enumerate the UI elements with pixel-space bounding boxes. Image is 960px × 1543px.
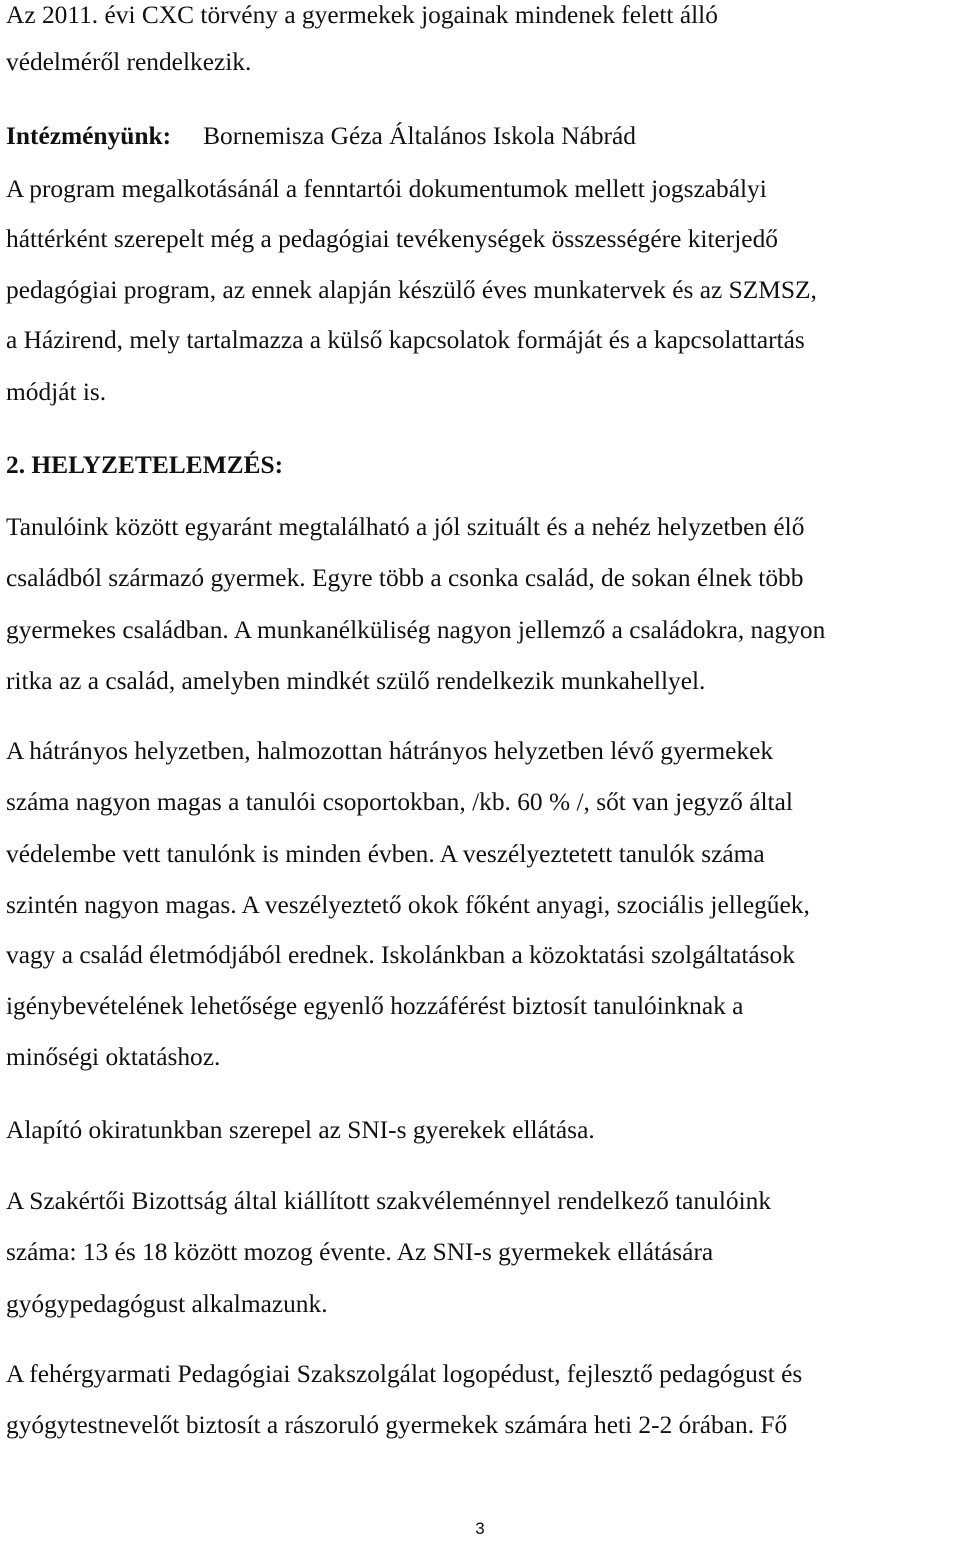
paragraph-2-line: minőségi oktatáshoz. (6, 1043, 221, 1071)
intro-line-2: védelméről rendelkezik. (6, 48, 252, 76)
paragraph-2-line: igénybevételének lehetősége egyenlő hozzáférést biztosít tanulóinknak a (6, 992, 744, 1020)
paragraph-4-line: száma: 13 és 18 között mozog évente. Az SNI-s gyermekek ellátására (6, 1238, 714, 1266)
paragraph-2-line: A hátrányos helyzetben, halmozottan hátrányos helyzetben lévő gyermekek (6, 737, 774, 765)
paragraph-5-line: A fehérgyarmati Pedagógiai Szakszolgálat logopédust, fejlesztő pedagógust és (6, 1360, 803, 1388)
paragraph-3-line: Alapító okiratunkban szerepel az SNI-s gyerekek ellátása. (6, 1116, 595, 1144)
paragraph-1-line: gyermekes családban. A munkanélküliség nagyon jellemző a családokra, nagyon (6, 616, 826, 644)
intro-line-1: Az 2011. évi CXC törvény a gyermekek jogainak mindenek felett álló (6, 1, 718, 29)
paragraph-1-line: Tanulóink között egyaránt megtalálható a jól szituált és a nehéz helyzetben élő (6, 513, 805, 541)
paragraph-1-line: családból származó gyermek. Egyre több a csonka család, de sokan élnek több (6, 564, 804, 592)
paragraph-4-line: gyógypedagógust alkalmazunk. (6, 1290, 328, 1318)
institution-label: Intézményünk: (6, 122, 172, 150)
page-number: 3 (475, 1519, 485, 1538)
program-paragraph-line: A program megalkotásánál a fenntartói dokumentumok mellett jogszabályi (6, 175, 767, 203)
program-paragraph-line: módját is. (6, 378, 107, 406)
program-paragraph-line: a Házirend, mely tartalmazza a külső kapcsolatok formáját és a kapcsolattartás (6, 326, 805, 354)
institution-name: Bornemisza Géza Általános Iskola Nábrád (203, 122, 636, 150)
paragraph-1-line: ritka az a család, amelyben mindkét szülő rendelkezik munkahellyel. (6, 667, 706, 695)
institution-line (6, 121, 636, 151)
paragraph-4-line: A Szakértői Bizottság által kiállított szakvéleménnyel rendelkező tanulóink (6, 1187, 772, 1215)
program-paragraph-line: pedagógiai program, az ennek alapján készülő éves munkatervek és az SZMSZ, (6, 276, 817, 304)
paragraph-2-line: száma nagyon magas a tanulói csoportokban, /kb. 60 % /, sőt van jegyző által (6, 788, 793, 816)
section-heading: 2. HELYZETELEMZÉS: (6, 451, 284, 479)
program-paragraph-line: háttérként szerepelt még a pedagógiai tevékenységek összességére kiterjedő (6, 225, 778, 253)
paragraph-2-line: védelembe vett tanulónk is minden évben. A veszélyeztetett tanulók száma (6, 840, 765, 868)
paragraph-2-line: vagy a család életmódjából erednek. Iskolánkban a közoktatási szolgáltatások (6, 941, 795, 969)
paragraph-5-line: gyógytestnevelőt biztosít a rászoruló gyermekek számára heti 2-2 órában. Fő (6, 1411, 788, 1439)
paragraph-2-line: szintén nagyon magas. A veszélyeztető okok főként anyagi, szociális jellegűek, (6, 891, 810, 919)
